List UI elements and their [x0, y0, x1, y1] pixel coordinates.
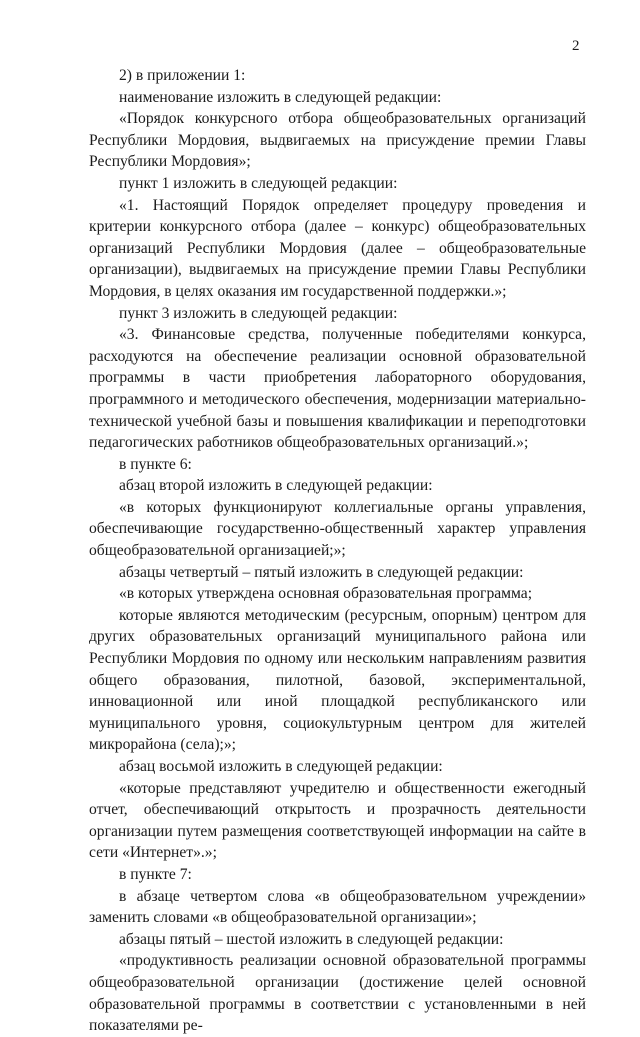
paragraph: 2) в приложении 1: — [119, 67, 246, 84]
paragraph: в пункте 7: — [119, 865, 192, 883]
paragraph: «1. Настоящий Порядок определяет процедуру проведения и критерии конкурсного отбора (далее – конкурс) общеобразовательных организаций Республики Мордовия (далее – общеобразовательные организации), выдвигаемых на присуждение премии Главы Республики Мордовия, в целях оказания им государственной поддержки.»; — [89, 196, 586, 300]
paragraph: «3. Финансовые средства, полученные победителями конкурса, расходуются на обеспечение реализации основной образовательной программы в части приобретения лабораторного оборудования, программного и методического обеспечения, модернизации материально-технической учебной базы и повышения квалификации и переподготовки педагогических работников общеобразовательных организаций.»; — [89, 326, 586, 452]
paragraph: абзац восьмой изложить в следующей редакции: — [119, 758, 443, 775]
paragraph: которые являются методическим (ресурсным, опорным) центром для других образовательных организаций муниципального района или Республики Мордовия по одному или нескольким направлениям развития общего образования, пилотной, базовой, экспериментальной, инновационной или иной площадкой республиканского или муниципального уровня, социокультурным центром для жителей микрорайона (села);»; — [89, 606, 586, 754]
paragraph: «в которых утверждена основная образовательная программа; — [119, 585, 533, 603]
document-body — [89, 65, 586, 1037]
page-number: 2 — [572, 38, 580, 54]
paragraph: абзацы пятый – шестой изложить в следующей редакции: — [119, 930, 504, 948]
paragraph: абзац второй изложить в следующей редакции: — [119, 477, 433, 495]
paragraph: абзацы четвертый – пятый изложить в следующей редакции: — [119, 563, 524, 581]
paragraph: в пункте 6: — [119, 455, 192, 473]
paragraph: в абзаце четвертом слова «в общеобразовательном учреждении» заменить словами «в общеобразовательной организации»; — [89, 887, 586, 927]
paragraph: «Порядок конкурсного отбора общеобразовательных организаций Республики Мордовия, выдвигаемых на присуждение премии Главы Республики Мордовия»; — [89, 110, 586, 171]
paragraph: «которые представляют учредителю и общественности ежегодный отчет, обеспечивающий открытость и прозрачность деятельности организации путем размещения соответствующей информации на сайте в сети «Интернет».»; — [89, 779, 586, 862]
paragraph: «продуктивность реализации основной образовательной программы общеобразовательной организации (достижение целей основной образовательной программы в соответствии с установленными в ней показателями ре- — [89, 952, 586, 1035]
paragraph: наименование изложить в следующей редакции: — [119, 88, 442, 106]
paragraph: пункт 3 изложить в следующей редакции: — [119, 304, 398, 322]
paragraph: «в которых функционируют коллегиальные органы управления, обеспечивающие государственно-общественный характер управления общеобразовательной организацией;»; — [89, 498, 586, 560]
paragraph: пункт 1 изложить в следующей редакции: — [119, 174, 398, 192]
